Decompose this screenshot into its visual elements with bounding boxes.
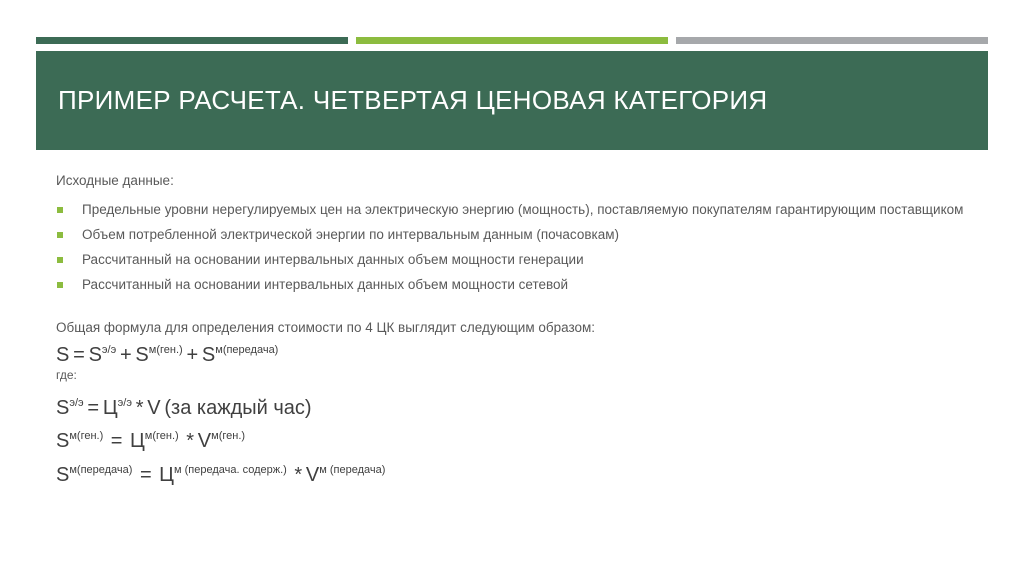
- formula-operator: =: [139, 464, 152, 486]
- formula-superscript: м(ген.): [148, 344, 183, 356]
- formula-superscript: э/э: [69, 397, 84, 409]
- formula-operator: =: [110, 430, 123, 452]
- formula-operator: +: [119, 344, 132, 366]
- accent-bar-gray: [676, 37, 988, 44]
- formula-symbol: Ц: [102, 397, 118, 419]
- formula-superscript: м(передача): [215, 344, 279, 356]
- formula-energy: [56, 398, 976, 418]
- slide-title: ПРИМЕР РАСЧЕТА. ЧЕТВЕРТАЯ ЦЕНОВАЯ КАТЕГОРИЯ: [58, 85, 768, 115]
- slide-header: [36, 51, 988, 150]
- list-item-text: Рассчитанный на основании интервальных данных объем мощности сетевой: [82, 277, 569, 292]
- bullet-square-icon: [57, 232, 63, 238]
- list-item: [56, 274, 976, 296]
- formula-symbol: S: [56, 344, 70, 366]
- where-label: где:: [56, 368, 77, 382]
- formula-symbol: V: [197, 430, 212, 452]
- list-item-text: Рассчитанный на основании интервальных данных объем мощности генерации: [82, 252, 584, 267]
- formula-symbol: S: [201, 344, 216, 366]
- accent-bar-green: [356, 37, 668, 44]
- bullet-square-icon: [57, 282, 63, 288]
- list-item-text: Предельные уровни нерегулируемых цен на электрическую энергию (мощность), поставляемую покупателям гарантирующим поставщиком: [82, 202, 964, 217]
- formula-superscript: э/э: [117, 397, 132, 409]
- bullet-square-icon: [57, 207, 63, 213]
- formula-operator: *: [294, 464, 303, 486]
- formula-superscript: м(передача): [69, 464, 133, 476]
- bullet-square-icon: [57, 257, 63, 263]
- formula-superscript: м (передача. содерж.): [173, 464, 287, 476]
- list-item-text: Объем потребленной электрической энергии по интервальным данным (почасовкам): [82, 227, 619, 242]
- intro-text: Исходные данные:: [56, 173, 174, 188]
- formula-superscript: м (передача): [319, 464, 386, 476]
- formula-superscript: э/э: [101, 344, 117, 356]
- formula-symbol: Ц: [159, 464, 174, 486]
- formula-symbol: V: [147, 397, 161, 419]
- formula-operator: +: [186, 344, 199, 366]
- formula-symbol: S: [56, 397, 70, 419]
- accent-bar-dark: [36, 37, 348, 44]
- formula-symbol: S: [56, 464, 70, 486]
- list-item: [56, 249, 976, 271]
- formula-operator: *: [186, 430, 195, 452]
- formula-symbol: Ц: [129, 430, 145, 452]
- formula-operator: =: [73, 344, 85, 366]
- list-item: [56, 199, 976, 221]
- formula-superscript: м(ген.): [69, 430, 104, 442]
- formula-operator: *: [135, 397, 144, 419]
- formula-superscript: м(ген.): [211, 430, 246, 442]
- slide-body: [56, 172, 976, 485]
- formula-symbol: S: [135, 344, 149, 366]
- formula-operator: =: [87, 397, 100, 419]
- formula-note: (за каждый час): [164, 397, 312, 419]
- bullet-list: [56, 199, 976, 296]
- formula-generation: [56, 431, 976, 451]
- formula-total: [56, 345, 976, 365]
- formula-transmission: [56, 465, 976, 485]
- formula-superscript: м(ген.): [144, 430, 179, 442]
- formula-symbol: V: [305, 464, 320, 486]
- formula-symbol: S: [88, 344, 102, 366]
- formula-intro: Общая формула для определения стоимости по 4 ЦК выглядит следующим образом:: [56, 320, 596, 335]
- formula-symbol: S: [56, 430, 70, 452]
- list-item: [56, 224, 976, 246]
